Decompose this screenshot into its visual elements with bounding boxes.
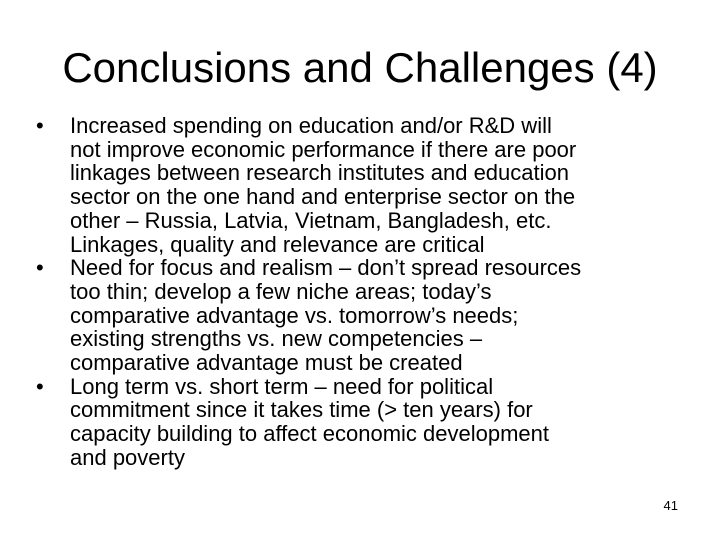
bullet-3-line-4: and poverty	[70, 444, 185, 470]
bullet-1-line-6: Linkages, quality and relevance are critical	[70, 231, 485, 257]
bullet-3-line-2: commitment since it takes time (> ten years) for	[70, 397, 533, 423]
bullet-2-line-5: comparative advantage must be created	[70, 350, 463, 376]
bullet-1-line-5: other – Russia, Latvia, Vietnam, Bangladesh, etc.	[70, 207, 552, 233]
bullet-item-3	[36, 375, 696, 470]
bullet-3-line-1: Long term vs. short term – need for political	[70, 373, 494, 399]
slide-title: Conclusions and Challenges (4)	[62, 44, 658, 91]
bullet-1-line-1: Increased spending on education and/or R&D will	[70, 113, 552, 138]
bullet-2-line-3: comparative advantage vs. tomorrow’s needs;	[70, 302, 519, 328]
bullet-1-line-3: linkages between research institutes and education	[70, 160, 569, 186]
bullet-item-1	[36, 114, 696, 256]
bullet-3-line-3: capacity building to affect economic development	[70, 421, 549, 447]
bullet-2-line-2: too thin; develop a few niche areas; today’s	[70, 278, 492, 304]
bullet-item-2	[36, 256, 696, 375]
bullet-list	[36, 114, 696, 470]
bullet-2-line-1: Need for focus and realism – don’t spread resources	[70, 255, 582, 281]
bullet-icon: •	[36, 255, 44, 281]
bullet-icon: •	[36, 113, 44, 138]
bullet-1-line-4: sector on the one hand and enterprise sector on the	[70, 184, 576, 210]
bullet-icon: •	[36, 373, 44, 399]
slide-page-number: 41	[663, 498, 678, 513]
bullet-2-line-4: existing strengths vs. new competencies –	[70, 326, 483, 352]
bullet-1-line-2: not improve economic performance if there are poor	[70, 136, 577, 162]
